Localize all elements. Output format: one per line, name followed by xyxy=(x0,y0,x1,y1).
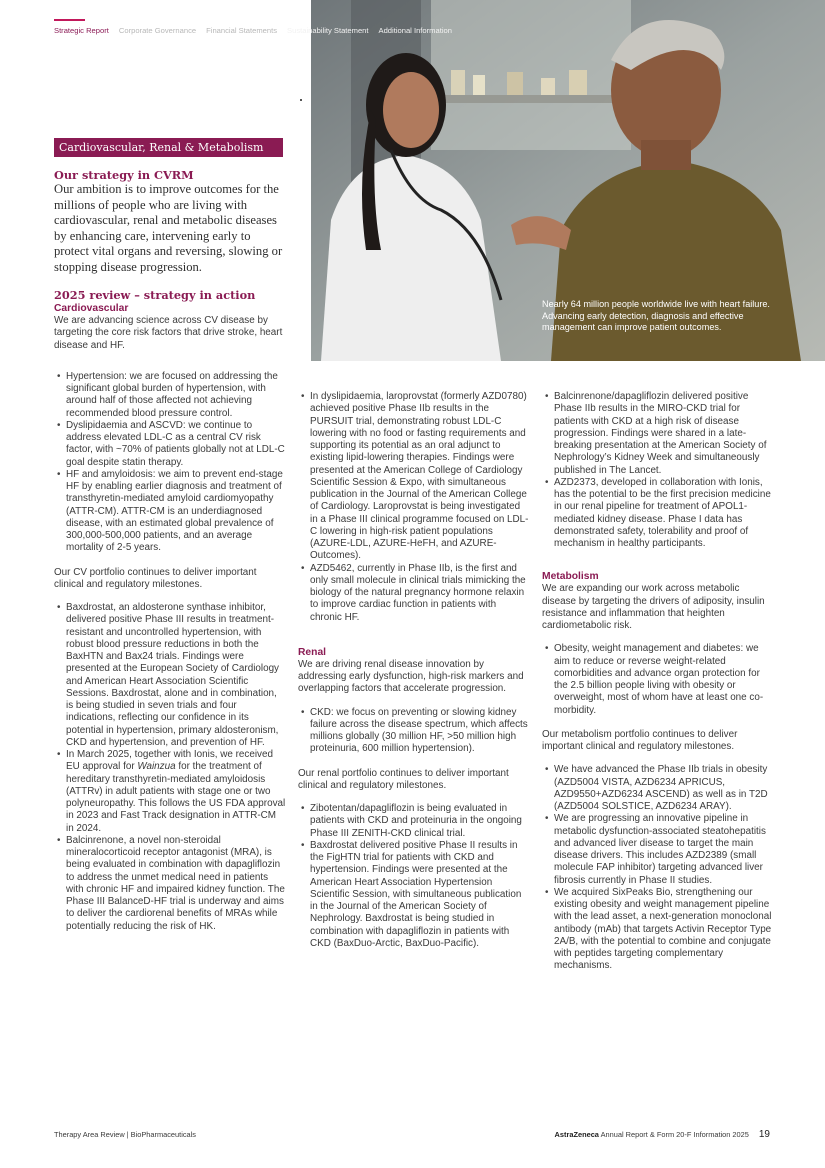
column-1 xyxy=(54,288,286,945)
strategy-intro: Our ambition is to improve outcomes for the millions of people who are living with cardiovascular, renal and metabolic diseases by enhancing care, intervening early to protect vital organs and reversing, slowing or stopping disease progression. xyxy=(54,182,283,274)
list-item: • AZD2373, developed in collaboration with Ionis, has the potential to be the first precision medicine in our renal pipeline for treatment of APOL1-mediated kidney disease. Phase I data has demonstrated safety, tolerability and proof of mechanism in healthy participants. xyxy=(542,477,774,551)
renal-intro: We are driving renal disease innovation by addressing early dysfunction, high-risk markers and overlapping factors that accelerate progression. xyxy=(298,658,524,695)
list-item: • Zibotentan/dapagliflozin is being evaluated in patients with CKD and proteinuria in the ongoing Phase III ZENITH-CKD clinical trial. xyxy=(298,803,530,840)
renal-risk-list xyxy=(298,707,530,756)
active-tab-indicator xyxy=(54,19,85,21)
review-heading: 2025 review – strategy in action xyxy=(54,288,256,302)
metabolism-portfolio: Our metabolism portfolio continues to deliver important clinical and regulatory milestones. xyxy=(542,728,738,752)
cardio-milestones-list xyxy=(54,602,286,933)
wainzua-after: for the treatment of hereditary transthyretin-mediated amyloidosis (ATTRv) in adult patients with stage one or two polyneuropathy. This follows the US FDA approval in 2023 and Fast Track designation in ATTR-CM in 2024. xyxy=(66,761,286,834)
tab-financial-statements[interactable]: Financial Statements xyxy=(206,26,278,35)
page-number: 19 xyxy=(758,1129,770,1140)
list-item: • AZD5462, currently in Phase IIb, is the first and only small molecule in clinical trials mimicking the biology of the natural pregnancy hormone relaxin to improve cardiac function in patients with chronic HF. xyxy=(298,563,530,624)
footer-report xyxy=(555,1129,770,1140)
list-item: • We acquired SixPeaks Bio, strengthening our existing obesity and weight management pipeline with the lead asset, a next-generation monoclonal antibody (mAb) that targets Activin Receptor Type 2A/B, with the potential to combine and conjugate with peptides targeting complementary mechanisms. xyxy=(542,887,774,973)
footer-brand: AstraZeneca xyxy=(554,1130,599,1139)
tab-corporate-governance[interactable]: Corporate Governance xyxy=(118,26,197,35)
page-footer xyxy=(54,1130,770,1142)
list-item: • Hypertension: we are focused on addressing the significant global burden of hypertension, with around half of those affected not achieving recommended blood pressure control. xyxy=(54,371,286,420)
metabolism-milestones-list xyxy=(542,764,774,972)
cardio-risk-list xyxy=(54,371,286,555)
list-item: • We are progressing an innovative pipeline in metabolic dysfunction-associated steatohepatitis and advanced liver disease to target the main disease drivers. This includes AZD2389 (small molecule FAP inhibitor) targeting advanced liver fibrosis currently in Phase II studies. xyxy=(542,813,774,887)
wainzua-before: In March 2025, together with Ionis, we received EU approval for xyxy=(66,749,273,773)
list-item: • Balcinrenone, a novel non-steroidal mineralocorticoid receptor antagonist (MRA), is being evaluated in combination with dapagliflozin to address the unmet medical need in patients with chronic HF and impaired kidney function. The Phase III BalanceD-HF trial is underway and aims to deliver the cardiorenal benefits of MRAs while potentially reducing the risk of HK. xyxy=(54,835,286,933)
cardio-subheading: Cardiovascular xyxy=(54,303,129,314)
decorative-dot xyxy=(300,99,302,101)
list-item: • Obesity, weight management and diabetes: we aim to reduce or reverse weight-related comorbidities and advance organ protection for the 2.5 billion people living with obesity or overweight, most of whom have at least one co-morbidity. xyxy=(542,643,774,717)
list-item: • Balcinrenone/dapagliflozin delivered positive Phase IIb results in the MIRO-CKD trial for patients with CKD at a high risk of disease progression. Findings were shared in a late-breaking presentation at the American Society of Nephrology’s Kidney Week and simultaneously published in The Lancet. xyxy=(542,391,774,477)
footer-report-title: Annual Report & Form 20-F Information 2025 xyxy=(600,1130,749,1139)
tab-additional-information[interactable]: Additional Information xyxy=(378,26,452,35)
renal-milestones-continued xyxy=(542,391,774,550)
footer-section-label: Therapy Area Review | BioPharmaceuticals xyxy=(54,1130,196,1139)
list-item: • Baxdrostat delivered positive Phase II results in the FigHTN trial for patients with CKD and hypertension. Findings were presented at the American Heart Association Hypertension Scientific Session, with simultaneous publication in the Journal of the American Society of Nephrology. Baxdrostat is being studied in combination with dapagliflozin in patients with CKD (BaxDuo-Arctic, BaxDuo-Pacific). xyxy=(298,840,530,950)
cardio-portfolio: Our CV portfolio continues to deliver important clinical and regulatory milestones. xyxy=(54,566,257,590)
cardio-milestones-continued xyxy=(298,391,530,624)
metabolism-risk-list xyxy=(542,643,774,717)
section-nav xyxy=(54,26,452,38)
list-item: • In dyslipidaemia, laroprovstat (formerly AZD0780) achieved positive Phase IIb results in the PURSUIT trial, demonstrating robust LDL-C lowering with no food or fasting requirements and supporting its potential as an oral adjunct to existing lipid-lowering therapies. Findings were presented at the American College of Cardiology Scientific Session & Expo, with simultaneous publication in the Journal of the American College of Cardiology. Laroprovstat is being investigated in a Phase III clinical programme focused on LDL-C lowering in high-risk patient populations (AZURE-LDL, AZURE-HeFH, and AZURE-Outcomes). xyxy=(298,391,530,563)
strategy-block xyxy=(54,168,286,276)
list-item: • We have advanced the Phase IIb trials in obesity (AZD5004 VISTA, AZD6234 APRICUS, AZD9550+AZD6234 ASCEND) as well as in T2D (AZD5004 SOLSTICE, AZD6234 ARAY). xyxy=(542,764,774,813)
column-2 xyxy=(298,391,530,962)
column-3 xyxy=(542,391,774,985)
tab-sustainability-statement[interactable]: Sustainability Statement xyxy=(287,26,369,35)
renal-subheading: Renal xyxy=(298,646,327,658)
list-item-wainzua xyxy=(54,749,286,835)
renal-milestones-list xyxy=(298,803,530,950)
list-item: • Dyslipidaemia and ASCVD: we continue to address elevated LDL-C as a central CV risk factor, with ~70% of patients globally not at LDL-C goal despite statin therapy. xyxy=(54,420,286,469)
strategy-heading: Our strategy in CVRM xyxy=(54,168,194,182)
photo-caption: Nearly 64 million people worldwide live with heart failure. Advancing early detection, diagnosis and effective management can improve patient outcomes. xyxy=(542,299,770,333)
list-item: • Baxdrostat, an aldosterone synthase inhibitor, delivered positive Phase III results in treatment-resistant and uncontrolled hypertension, with robust blood pressure reductions in both the BaxHTN and Bax24 trials. Findings were presented at the European Society of Cardiology and American Heart Association Scientific Sessions. Baxdrostat, alone and in combination, is being studied in seven trials and four indications, reflecting our confidence in its potential in hypertension, primary aldosteronism, CKD and hypertension, and prevention of HF. xyxy=(54,602,286,749)
tab-strategic-report[interactable]: Strategic Report xyxy=(54,26,109,35)
wainzua-product: Wainzua xyxy=(137,761,176,773)
section-label: Cardiovascular, Renal & Metabolism xyxy=(54,138,283,157)
metabolism-subheading: Metabolism xyxy=(542,571,599,583)
list-item: • HF and amyloidosis: we aim to prevent end-stage HF by enabling earlier diagnosis and treatment of transthyretin-mediated amyloid cardiomyopathy (ATTR-CM). ATTR-CM is an underdiagnosed disease, with an estimated global prevalence of 300,000-500,000 patients, and an average mortality of 2-5 years. xyxy=(54,469,286,555)
list-item: • CKD: we focus on preventing or slowing kidney failure across the disease spectrum, which affects millions globally (30 million HF, >50 million high proteinuria, 600 million hypertension). xyxy=(298,707,530,756)
cardio-intro: We are advancing science across CV disease by targeting the core risk factors that drive stroke, heart disease and HF. xyxy=(54,315,283,351)
renal-portfolio: Our renal portfolio continues to deliver important clinical and regulatory milestones. xyxy=(298,767,509,791)
metabolism-intro: We are expanding our work across metabolic disease by targeting the drivers of adiposity, insulin resistance and inflammation that heighten cardiometabolic risk. xyxy=(542,583,765,631)
